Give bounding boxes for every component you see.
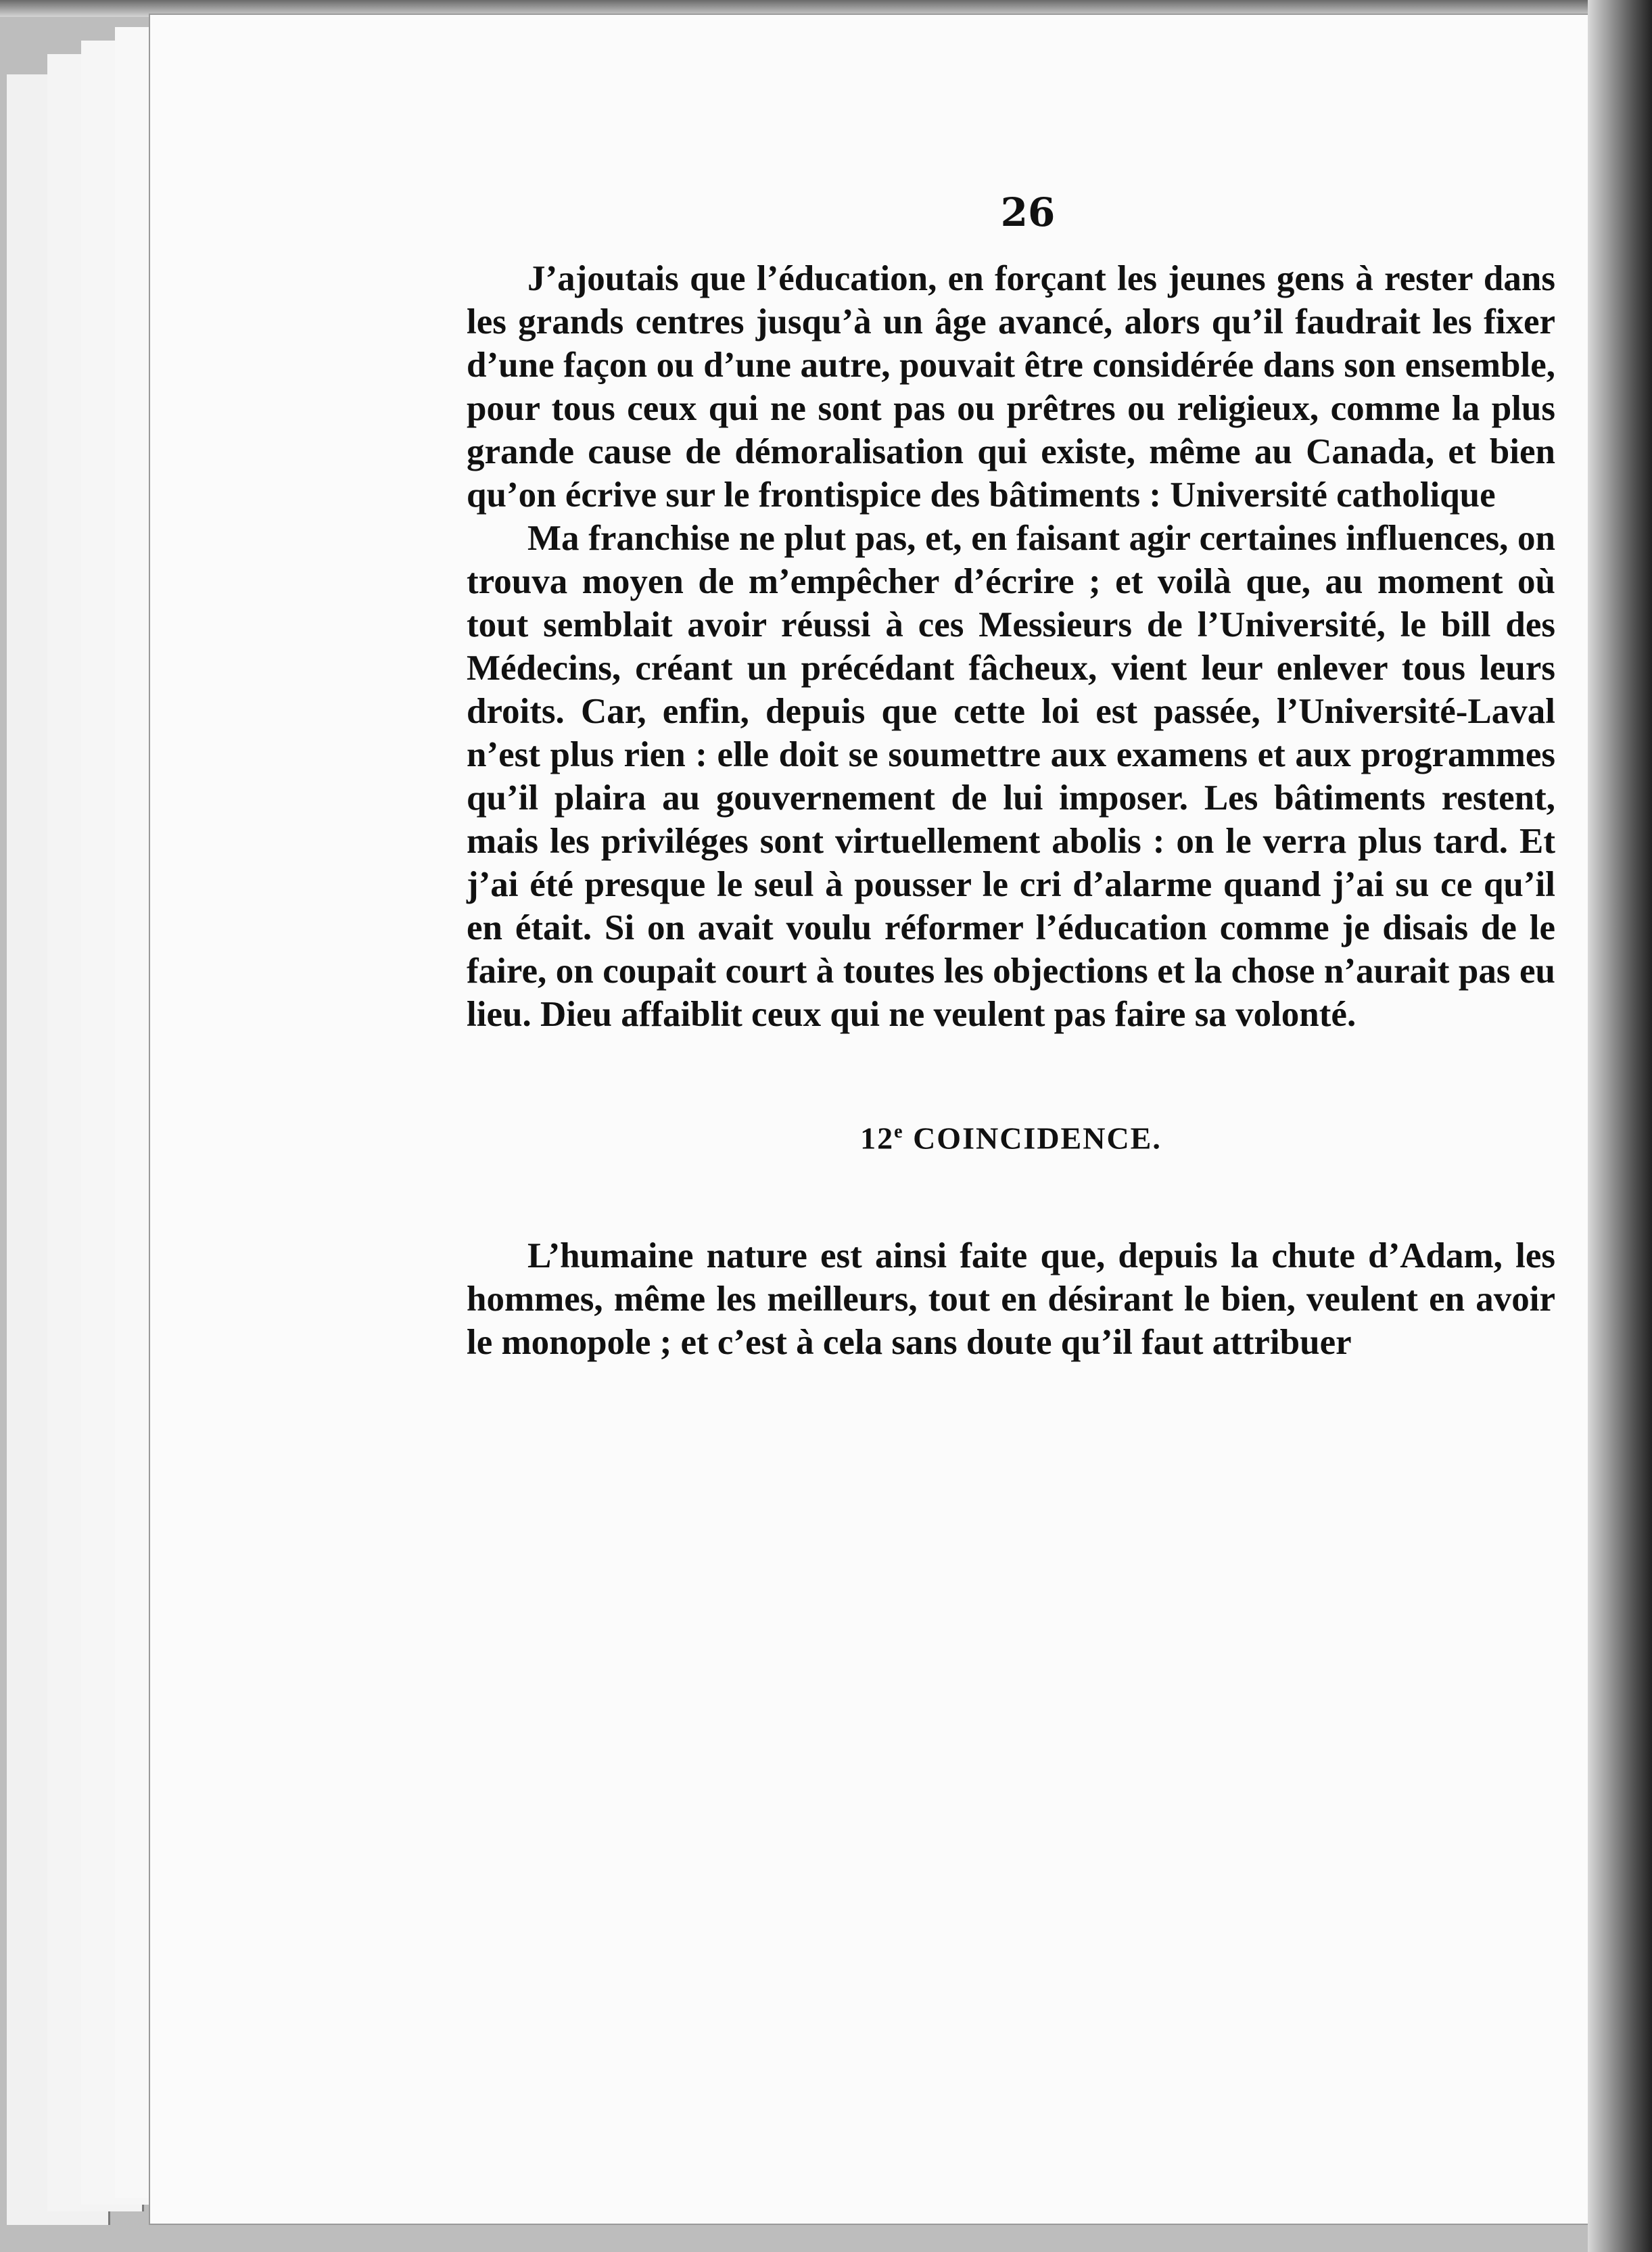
page-text (467, 257, 1555, 1364)
section-number: 12 (860, 1121, 895, 1156)
section-number-superscript: e (894, 1121, 904, 1142)
page-number: 26 (1000, 189, 1056, 235)
paragraph: Ma franchise ne plut pas, et, en faisant agir certaines influences, on trouva moyen de m’empêcher d’écrire ; et voilà que, au moment où tout semblait avoir réussi à ces Messieurs de l’Université, le bill des Médecins, créant un précédant fâcheux, vient leur enlever tous leurs droits. Car, enfin, depuis que cette loi est passée, l’Université-Laval n’est plus rien : elle doit se soumettre aux examens et aux programmes qu’il plaira au gouvernement de lui imposer. Les bâtiments restent, mais les priviléges sont virtuellement abolis : on le verra plus tard. Et j’ai été presque le seul à pousser le cri d’alarme quand j’ai su ce qu’il en était. Si on avait voulu réformer l’éducation comme je disais de le faire, on coupait court à toutes les objections et la chose n’aurait pas eu lieu. Dieu affaiblit ceux qui ne veulent pas faire sa volonté. (467, 519, 1555, 1034)
scan-right-shadow (1588, 0, 1652, 2252)
paragraph: J’ajoutais que l’éducation, en forçant les jeunes gens à rester dans les grands centres jusqu’à un âge avancé, alors qu’il faudrait les fixer d’une façon ou d’une autre, pouvait être considérée dans son ensemble, pour tous ceux qui ne sont pas ou prêtres ou religieux, comme la plus grande cause de démoralisation qui existe, même au Canada, et bien qu’on écrive sur le frontispice des bâtiments : Université catholique (467, 259, 1555, 515)
section-heading (467, 1110, 1555, 1160)
paragraph: L’humaine nature est ainsi faite que, depuis la chute d’Adam, les hommes, même les meilleurs, tout en désirant le bien, veulent en avoir le monopole ; et c’est à cela sans doute qu’il faut attribuer (467, 1236, 1555, 1363)
section-title: COINCIDENCE. (913, 1121, 1162, 1156)
